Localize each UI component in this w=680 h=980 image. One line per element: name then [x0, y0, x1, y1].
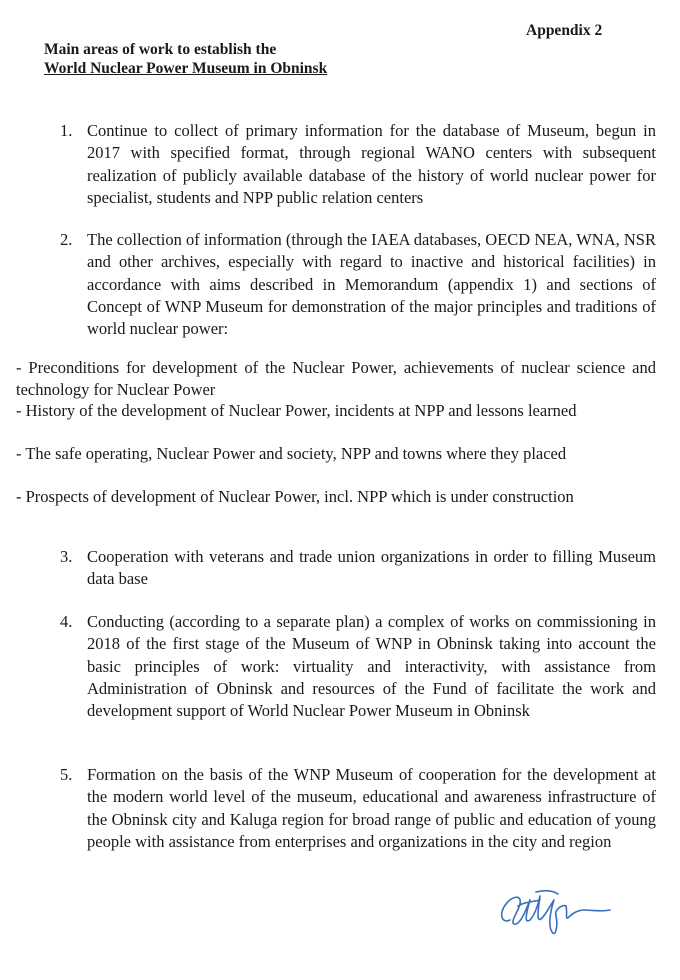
item-text: Formation on the basis of the WNP Museum of cooperation for the development at the modern world level of the museum, educational and awareness infrastructure of the Obninsk city and Kaluga region for broad range of public and education of young people with assistance from enterprises and organizations in the city and region — [87, 765, 656, 851]
list-item-5 — [60, 764, 656, 853]
bullet-item-2: - History of the development of Nuclear Power, incidents at NPP and lessons learned — [16, 401, 577, 420]
item-text: The collection of information (through the IAEA databases, OECD NEA, WNA, NSR and other archives, especially with regard to inactive and historical facilities) in accordance with aims described in Memorandum (appendix 1) and sections of Concept of WNP Museum for demonstration of the major principles and traditions of world nuclear power: — [87, 230, 656, 339]
document-title — [44, 40, 327, 78]
item-number: 2. — [60, 230, 73, 249]
list-item-4 — [60, 611, 656, 722]
item-number: 1. — [60, 121, 73, 140]
title-line-1: Main areas of work to establish the — [44, 41, 277, 58]
bullet-item-1: - Preconditions for development of the Nuclear Power, achievements of nuclear science and technology for Nuclear Power — [16, 358, 656, 400]
list-item-2 — [60, 229, 656, 340]
item-number: 4. — [60, 612, 73, 631]
handwritten-signature — [496, 880, 616, 942]
item-text: Continue to collect of primary information for the database of Museum, begun in 2017 with specified format, through regional WANO centers with subsequent realization of publicly available database of the history of world nuclear power for specialist, students and NPP public relation centers — [87, 121, 656, 207]
item-text: Conducting (according to a separate plan) a complex of works on commissioning in 2018 of the first stage of the Museum of WNP in Obninsk taking into account the basic principles of work: virtuality and interactivity, with assistance from Administration of Obninsk and resources of the Fund of facilitate the work and development support of World Nuclear Power Museum in Obninsk — [87, 612, 656, 721]
item-number: 3. — [60, 547, 73, 566]
list-item-1 — [60, 120, 656, 209]
bullet-item-4: - Prospects of development of Nuclear Power, incl. NPP which is under construction — [16, 487, 574, 506]
list-item-3 — [60, 546, 656, 591]
bullet-item-3: - The safe operating, Nuclear Power and society, NPP and towns where they placed — [16, 444, 567, 463]
item-number: 5. — [60, 765, 73, 784]
item-text: Cooperation with veterans and trade union organizations in order to filling Museum data base — [87, 547, 656, 589]
title-line-2: World Nuclear Power Museum in Obninsk — [44, 60, 328, 77]
appendix-label: Appendix 2 — [526, 22, 603, 39]
